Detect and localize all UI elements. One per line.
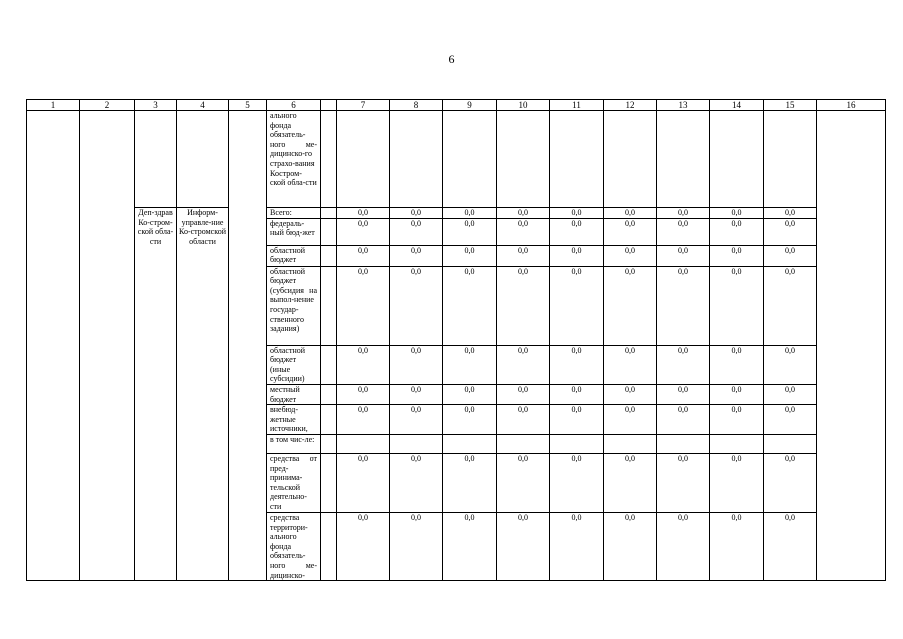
header-cell: 16 bbox=[817, 100, 886, 111]
value-cell: 0,0 bbox=[657, 512, 710, 580]
value-cell: 0,0 bbox=[710, 345, 764, 384]
value-cell: 0,0 bbox=[550, 384, 604, 404]
page-number: 6 bbox=[448, 52, 455, 66]
value-cell: 0,0 bbox=[764, 208, 817, 219]
value-cell: 0,0 bbox=[497, 405, 550, 435]
narrow-cell bbox=[321, 405, 337, 435]
value-cell: 0,0 bbox=[497, 453, 550, 512]
narrow-cell bbox=[321, 453, 337, 512]
value-cell: 0,0 bbox=[710, 218, 764, 245]
funding-source-label: областной бюджет bbox=[267, 245, 321, 266]
narrow-cell bbox=[321, 384, 337, 404]
value-cell: 0,0 bbox=[497, 512, 550, 580]
value-cell: 0,0 bbox=[497, 384, 550, 404]
value-cell bbox=[604, 111, 657, 208]
value-cell: 0,0 bbox=[657, 245, 710, 266]
col16-cell bbox=[817, 111, 886, 581]
value-cell: 0,0 bbox=[390, 245, 443, 266]
value-cell: 0,0 bbox=[550, 453, 604, 512]
value-cell: 0,0 bbox=[390, 405, 443, 435]
value-cell bbox=[443, 111, 497, 208]
funding-source-label: в том чис-ле: bbox=[267, 434, 321, 453]
header-row bbox=[27, 100, 886, 111]
funding-source-label: федераль-ный бюд-жет bbox=[267, 218, 321, 245]
value-cell: 0,0 bbox=[710, 208, 764, 219]
narrow-cell bbox=[321, 434, 337, 453]
value-cell: 0,0 bbox=[497, 345, 550, 384]
header-cell: 2 bbox=[80, 100, 135, 111]
value-cell bbox=[604, 434, 657, 453]
value-cell: 0,0 bbox=[337, 208, 390, 219]
value-cell: 0,0 bbox=[337, 218, 390, 245]
top-block-label: ального фонда обязатель-ного ме-дицинско-го страхо-вания Костром-ской обла-сти bbox=[267, 111, 321, 208]
value-cell: 0,0 bbox=[443, 453, 497, 512]
value-cell: 0,0 bbox=[604, 384, 657, 404]
value-cell: 0,0 bbox=[337, 345, 390, 384]
value-cell: 0,0 bbox=[604, 218, 657, 245]
value-cell: 0,0 bbox=[550, 208, 604, 219]
value-cell: 0,0 bbox=[337, 453, 390, 512]
value-cell: 0,0 bbox=[550, 405, 604, 435]
value-cell: 0,0 bbox=[497, 218, 550, 245]
header-cell: 15 bbox=[764, 100, 817, 111]
value-cell: 0,0 bbox=[710, 453, 764, 512]
value-cell: 0,0 bbox=[604, 512, 657, 580]
header-cell: 3 bbox=[135, 100, 177, 111]
budget-row bbox=[27, 208, 886, 219]
value-cell: 0,0 bbox=[443, 218, 497, 245]
value-cell bbox=[550, 111, 604, 208]
value-cell: 0,0 bbox=[550, 266, 604, 345]
value-cell: 0,0 bbox=[390, 208, 443, 219]
funding-source-label: внебюд-жетные источники, bbox=[267, 405, 321, 435]
value-cell bbox=[497, 111, 550, 208]
funding-source-label: Всего: bbox=[267, 208, 321, 219]
funding-source-label: местный бюджет bbox=[267, 384, 321, 404]
header-cell: 9 bbox=[443, 100, 497, 111]
value-cell: 0,0 bbox=[337, 266, 390, 345]
funding-source-label: средства территори-ального фонда обязатель-ного ме-дицинско- bbox=[267, 512, 321, 580]
budget-table bbox=[26, 99, 886, 581]
col5-cell bbox=[229, 111, 267, 581]
top-block-row bbox=[27, 111, 886, 208]
value-cell bbox=[390, 111, 443, 208]
value-cell bbox=[550, 434, 604, 453]
value-cell: 0,0 bbox=[604, 245, 657, 266]
value-cell: 0,0 bbox=[390, 218, 443, 245]
value-cell: 0,0 bbox=[657, 453, 710, 512]
value-cell: 0,0 bbox=[443, 345, 497, 384]
value-cell: 0,0 bbox=[443, 512, 497, 580]
value-cell: 0,0 bbox=[604, 453, 657, 512]
value-cell: 0,0 bbox=[604, 208, 657, 219]
header-cell: 8 bbox=[390, 100, 443, 111]
narrow-cell bbox=[321, 266, 337, 345]
value-cell: 0,0 bbox=[764, 218, 817, 245]
value-cell: 0,0 bbox=[550, 512, 604, 580]
header-cell: 10 bbox=[497, 100, 550, 111]
value-cell: 0,0 bbox=[550, 245, 604, 266]
value-cell: 0,0 bbox=[337, 245, 390, 266]
header-cell: 4 bbox=[177, 100, 229, 111]
value-cell bbox=[497, 434, 550, 453]
value-cell: 0,0 bbox=[443, 245, 497, 266]
narrow-cell bbox=[321, 111, 337, 208]
value-cell bbox=[710, 111, 764, 208]
value-cell: 0,0 bbox=[390, 512, 443, 580]
value-cell: 0,0 bbox=[657, 384, 710, 404]
value-cell: 0,0 bbox=[443, 266, 497, 345]
value-cell: 0,0 bbox=[657, 218, 710, 245]
value-cell: 0,0 bbox=[550, 345, 604, 384]
value-cell: 0,0 bbox=[604, 405, 657, 435]
header-cell: 6 bbox=[267, 100, 321, 111]
value-cell: 0,0 bbox=[657, 208, 710, 219]
value-cell: 0,0 bbox=[443, 208, 497, 219]
col3-top-cell bbox=[135, 111, 177, 208]
value-cell: 0,0 bbox=[710, 512, 764, 580]
value-cell: 0,0 bbox=[497, 266, 550, 345]
header-cell: 11 bbox=[550, 100, 604, 111]
value-cell: 0,0 bbox=[337, 384, 390, 404]
value-cell bbox=[764, 111, 817, 208]
col1-cell bbox=[27, 111, 80, 581]
funding-source-label: средства от пред-принима-тельской деятельно-сти bbox=[267, 453, 321, 512]
value-cell: 0,0 bbox=[604, 345, 657, 384]
value-cell: 0,0 bbox=[443, 405, 497, 435]
value-cell: 0,0 bbox=[657, 405, 710, 435]
value-cell: 0,0 bbox=[764, 266, 817, 345]
header-cell: 14 bbox=[710, 100, 764, 111]
value-cell bbox=[657, 111, 710, 208]
col4-top-cell bbox=[177, 111, 229, 208]
value-cell bbox=[337, 111, 390, 208]
header-cell: 7 bbox=[337, 100, 390, 111]
value-cell: 0,0 bbox=[443, 384, 497, 404]
narrow-cell bbox=[321, 218, 337, 245]
value-cell bbox=[764, 434, 817, 453]
value-cell: 0,0 bbox=[657, 266, 710, 345]
header-cell: 5 bbox=[229, 100, 267, 111]
department-cell: Деп-здрав Ко-стром-ской обла-сти bbox=[135, 208, 177, 581]
value-cell bbox=[443, 434, 497, 453]
value-cell: 0,0 bbox=[497, 208, 550, 219]
header-cell: 13 bbox=[657, 100, 710, 111]
funding-source-label: областной бюджет (иные субсидии) bbox=[267, 345, 321, 384]
value-cell: 0,0 bbox=[390, 345, 443, 384]
value-cell: 0,0 bbox=[390, 266, 443, 345]
value-cell bbox=[657, 434, 710, 453]
value-cell: 0,0 bbox=[657, 345, 710, 384]
value-cell: 0,0 bbox=[764, 453, 817, 512]
header-cell bbox=[321, 100, 337, 111]
value-cell: 0,0 bbox=[764, 245, 817, 266]
col2-cell bbox=[80, 111, 135, 581]
value-cell: 0,0 bbox=[337, 405, 390, 435]
value-cell: 0,0 bbox=[710, 384, 764, 404]
agency-cell: Информ-управле-ние Ко-стромской области bbox=[177, 208, 229, 581]
value-cell: 0,0 bbox=[710, 245, 764, 266]
value-cell: 0,0 bbox=[764, 512, 817, 580]
value-cell: 0,0 bbox=[764, 405, 817, 435]
value-cell bbox=[337, 434, 390, 453]
value-cell: 0,0 bbox=[764, 345, 817, 384]
narrow-cell bbox=[321, 245, 337, 266]
narrow-cell bbox=[321, 345, 337, 384]
narrow-cell bbox=[321, 512, 337, 580]
value-cell: 0,0 bbox=[764, 384, 817, 404]
value-cell: 0,0 bbox=[710, 405, 764, 435]
value-cell: 0,0 bbox=[390, 384, 443, 404]
value-cell bbox=[710, 434, 764, 453]
header-cell: 1 bbox=[27, 100, 80, 111]
value-cell: 0,0 bbox=[497, 245, 550, 266]
value-cell: 0,0 bbox=[390, 453, 443, 512]
narrow-cell bbox=[321, 208, 337, 219]
funding-source-label: областной бюджет (субсидия на выпол-нение государ-ственного задания) bbox=[267, 266, 321, 345]
header-cell: 12 bbox=[604, 100, 657, 111]
value-cell: 0,0 bbox=[710, 266, 764, 345]
value-cell: 0,0 bbox=[337, 512, 390, 580]
value-cell: 0,0 bbox=[550, 218, 604, 245]
value-cell bbox=[390, 434, 443, 453]
value-cell: 0,0 bbox=[604, 266, 657, 345]
